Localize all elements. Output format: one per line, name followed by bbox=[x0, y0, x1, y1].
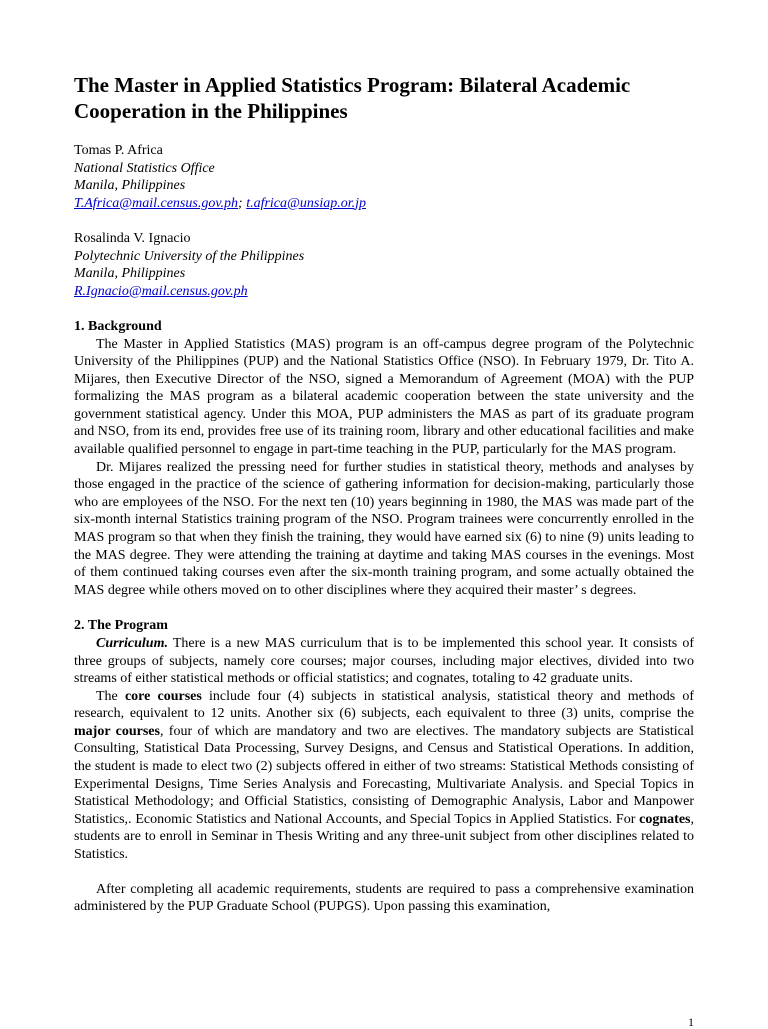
author-location: Manila, Philippines bbox=[74, 266, 186, 281]
section-background bbox=[74, 318, 694, 599]
section-heading: 2. The Program bbox=[74, 618, 168, 634]
email-link[interactable]: t.africa@unsiap.or.jp bbox=[246, 195, 367, 211]
paper-page bbox=[74, 72, 694, 916]
author-emails bbox=[74, 283, 694, 301]
author-block-2 bbox=[74, 230, 694, 300]
author-block-1 bbox=[74, 142, 694, 212]
paragraph: The Master in Applied Statistics (MAS) program is an off-campus degree program of the Polytechnic University of the Philippines (PUP) and the National Statistics Office (NSO). In February 1979, Dr. Tito A. Mijares, then Executive Director of the NSO, signed a Memorandum of Agreement (MOA) with the PUP formalizing the MAS program as a bilateral academic cooperation between the state university and the government statistical agency. Under this MOA, PUP administers the MAS as part of its graduate program and NSO, from its end, provides free use of its training room, library and other educational facilities and make available qualified personnel to engage in part-time teaching in the PUP, particularly for the MAS program. bbox=[74, 336, 694, 458]
paragraph: The core courses include four (4) subjects in statistical analysis, statistical theory and methods of research, equivalent to 12 units. Another six (6) subjects, each equivalent to three (3) units, comprise the major courses, four of which are mandatory and two are electives. The mandatory subjects are Statistical Consulting, Statistical Data Processing, Survey Designs, and Census and Statistical Operations. In addition, the student is made to elect two (2) subjects offered in either of two streams: Statistical Methods consisting of Experimental Designs, Time Series Analysis and Forecasting, Multivariate Analysis. and Special Topics in Statistical Methodology; and Official Statistics, consisting of Demographic Analysis, Labor and Manpower Statistics,. Economic Statistics and National Accounts, and Special Topics in Applied Statistics. For cognates, students are to enroll in Seminar in Thesis Writing and any three-unit subject from other disciplines related to Statistics. bbox=[74, 688, 695, 863]
section-heading: 1. Background bbox=[74, 319, 162, 334]
email-link[interactable]: T.Africa@mail.census.gov.ph bbox=[74, 195, 239, 211]
core-courses-label: core courses bbox=[124, 688, 202, 704]
author-name: Tomas P. Africa bbox=[74, 143, 163, 158]
author-affiliation: National Statistics Office bbox=[74, 160, 215, 176]
page-number: 1 bbox=[688, 1015, 694, 1029]
author-affiliation: Polytechnic University of the Philippines bbox=[74, 248, 305, 264]
paragraph: After completing all academic requirements, students are required to pass a comprehensive examination administered by the PUP Graduate School (PUPGS). Upon passing this examination, bbox=[74, 881, 694, 915]
section-program bbox=[74, 617, 694, 915]
curriculum-label: Curriculum. bbox=[96, 635, 168, 651]
paragraph: Dr. Mijares realized the pressing need for further studies in statistical theory, methods and analyses by those engaged in the practice of the science of gathering information for decision-making, particularly those who are employees of the NSO. For the next ten (10) years beginning in 1980, the MAS was made part of the six-month internal Statistics training program of the NSO. Program trainees were concurrently enrolled in the MAS program so that when they finish the training, they would have earned six (6) to nine (9) units leading to the MAS degree. They were attending the training at daytime and taking MAS courses in the evenings. Most of them continued taking courses even after the six-month training program, and some actually obtained the MAS degree while others moved on to other disciplines where they acquired their master’ s degrees. bbox=[74, 459, 694, 598]
author-name: Rosalinda V. Ignacio bbox=[74, 231, 191, 246]
cognates-label: cognates bbox=[639, 811, 691, 827]
paragraph-text: There is a new MAS curriculum that is to be implemented this school year. It consists of three groups of subjects, namely core courses; major courses, including major electives, divided into two streams of either statistical methods or official statistics; and cognates, totaling to 42 graduate units. bbox=[74, 635, 694, 687]
paper-title: The Master in Applied Statistics Program: Bilateral Academic Cooperation in the Philippines bbox=[74, 73, 631, 123]
email-link[interactable]: R.Ignacio@mail.census.gov.ph bbox=[74, 283, 248, 299]
author-location: Manila, Philippines bbox=[74, 178, 186, 193]
paragraph bbox=[74, 635, 694, 688]
major-courses-label: major courses bbox=[74, 723, 160, 739]
email-separator: ; bbox=[238, 195, 243, 211]
author-emails bbox=[74, 195, 694, 213]
